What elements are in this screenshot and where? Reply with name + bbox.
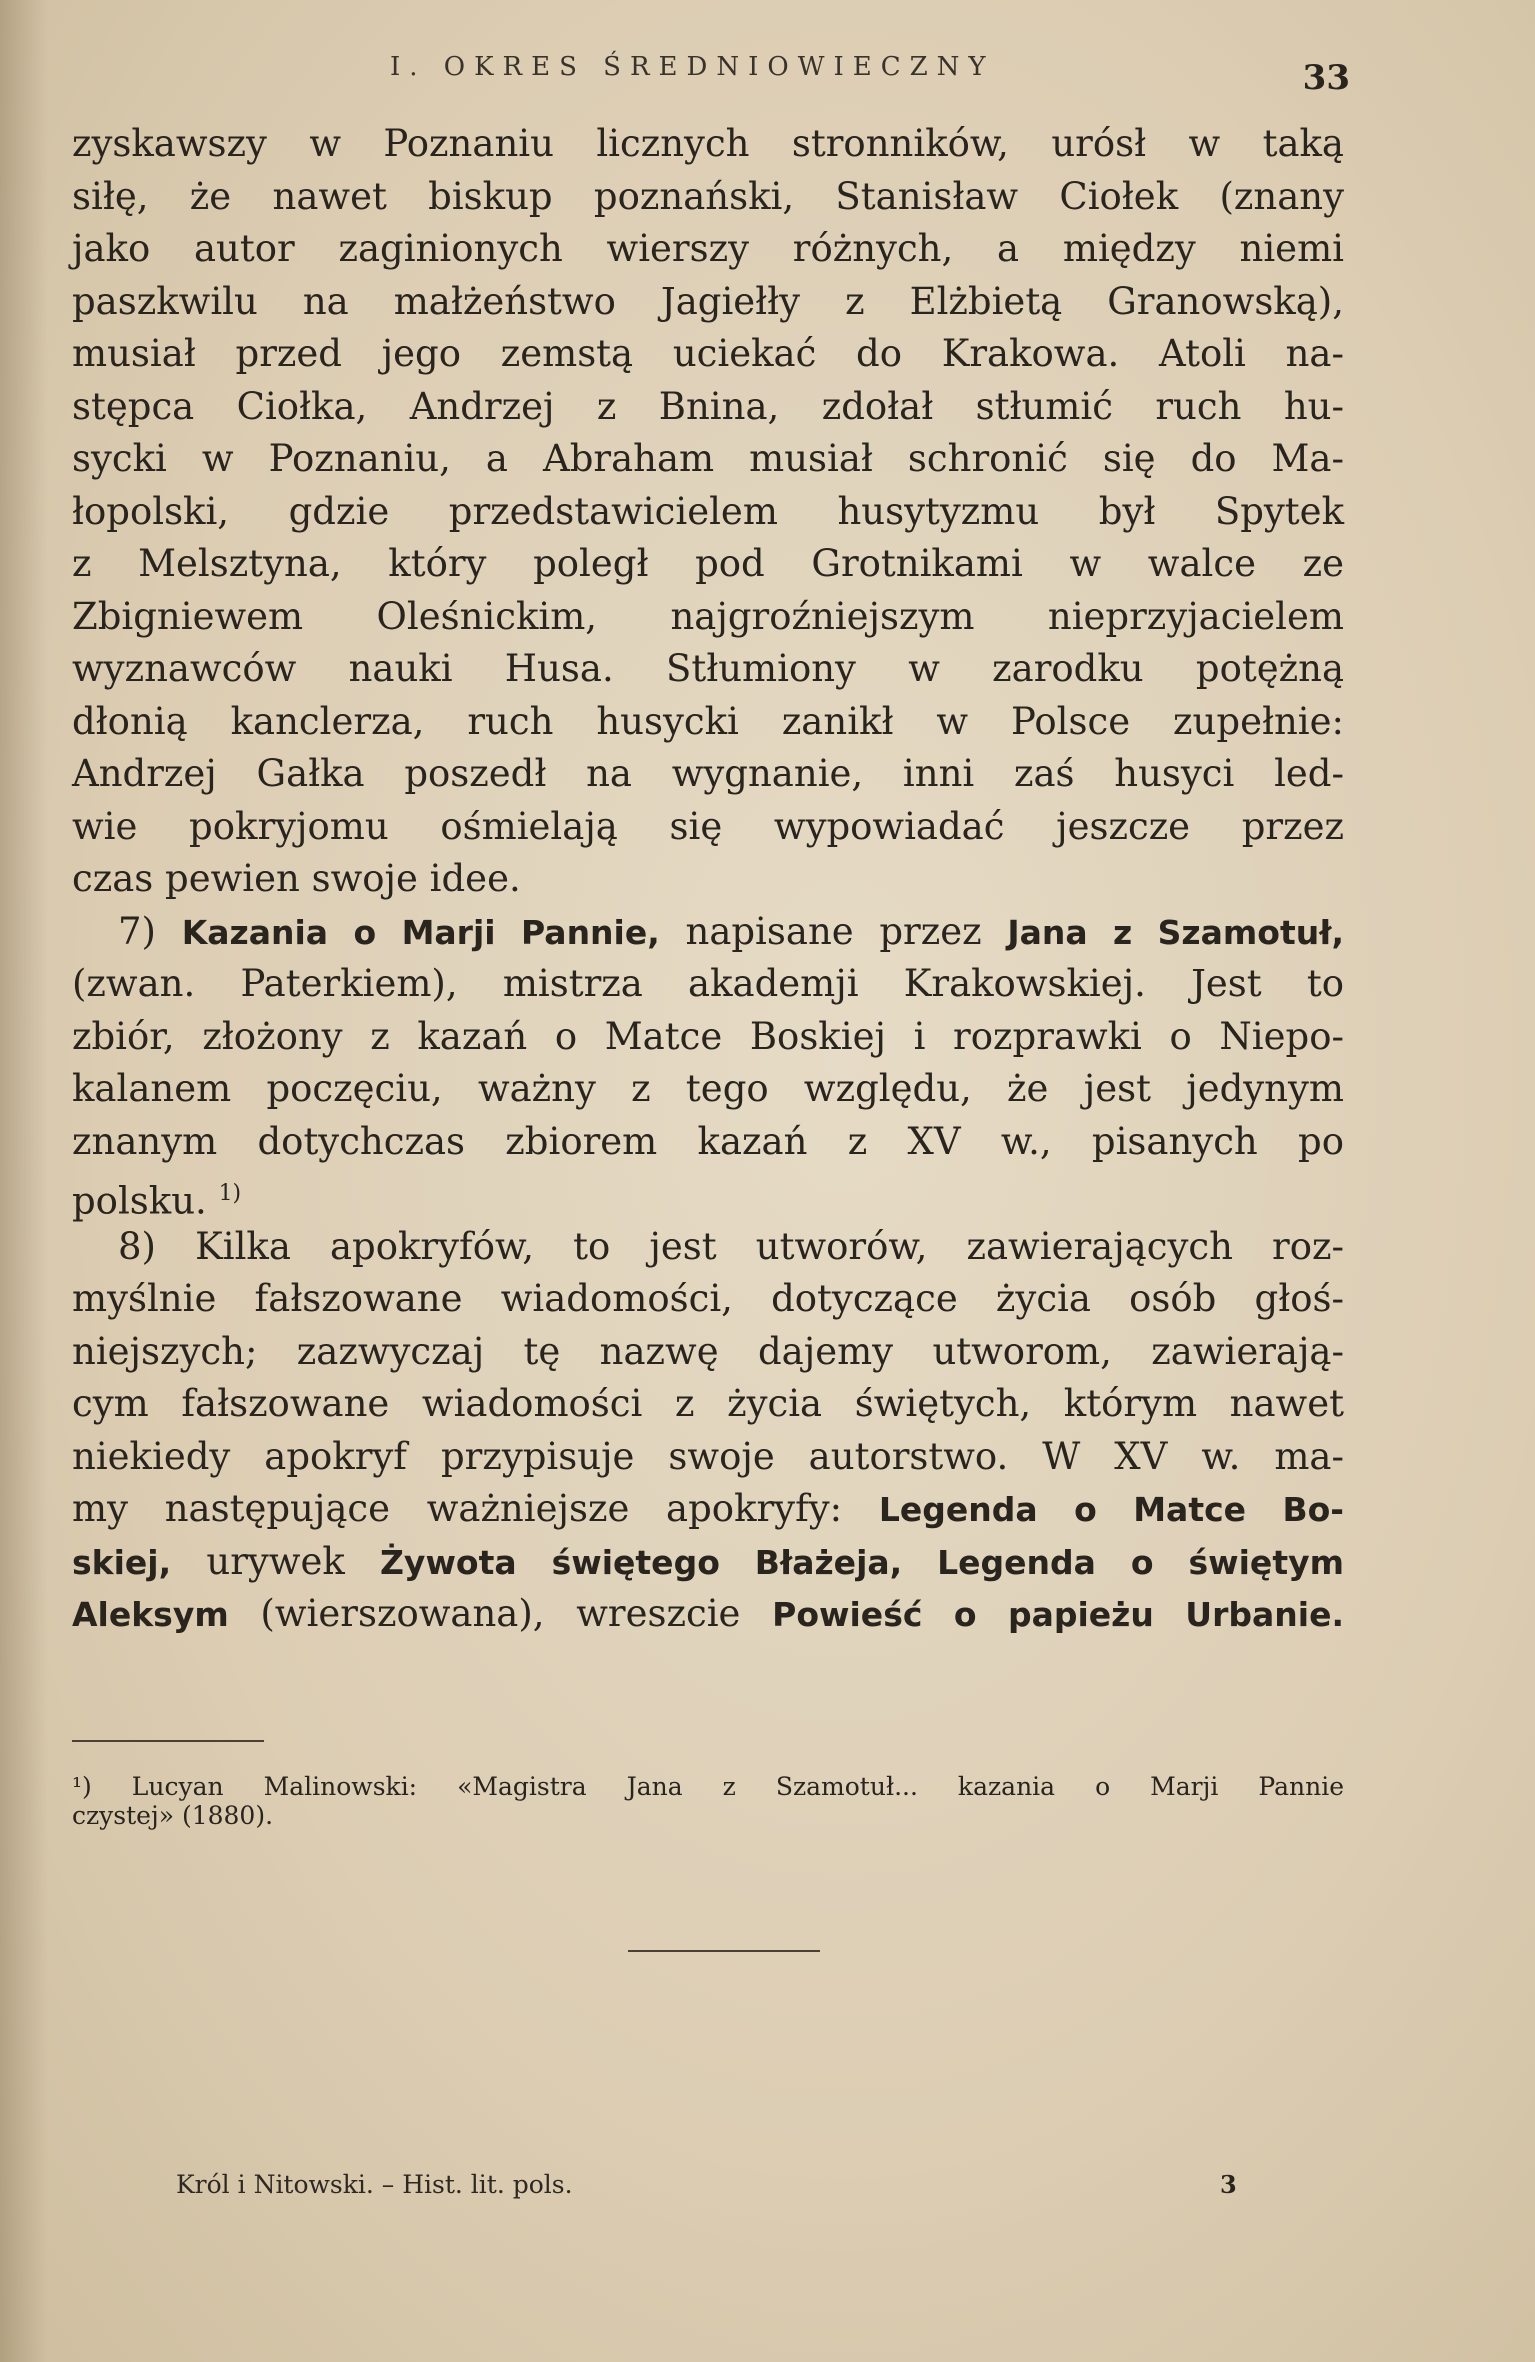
text-line: znanym dotychczas zbiorem kazań z XV w., pisanych po bbox=[72, 1119, 1344, 1163]
footnote bbox=[72, 1772, 1344, 1830]
text-line: jako autor zaginionych wierszy różnych, a między niemi bbox=[72, 227, 1344, 270]
text-line: (zwan. Paterkiem), mistrza akademji Krakowskiej. Jest to bbox=[72, 962, 1344, 1005]
work-title: Legenda o Matce Bo- bbox=[878, 1490, 1345, 1529]
text-line: 8) Kilka apokryfów, to jest utworów, zawierających roz- bbox=[118, 1224, 1344, 1268]
footnote-line: ¹) Lucyan Malinowski: «Magistra Jana z Szamotuł... kazania o Marji Pannie bbox=[72, 1772, 1344, 1801]
paragraph-husites bbox=[72, 118, 1344, 906]
body-text bbox=[72, 118, 1344, 1641]
text-line: paszkwilu na małżeństwo Jagiełły z Elżbietą Granowską), bbox=[72, 279, 1344, 323]
text-line: stępca Ciołka, Andrzej z Bnina, zdołał stłumić ruch hu- bbox=[72, 384, 1344, 428]
text-line: wie pokryjomu ośmielają się wypowiadać jeszcze przez bbox=[72, 804, 1344, 848]
item-number: 7) bbox=[118, 909, 156, 953]
text-line: musiał przed jego zemstą uciekać do Krakowa. Atoli na- bbox=[72, 332, 1344, 375]
work-title: Żywota świętego Błażeja, Legenda o świętym bbox=[380, 1542, 1344, 1582]
sheet-number: 3 bbox=[1220, 2170, 1237, 2199]
text-line bbox=[72, 1168, 1344, 1221]
text-line: sycki w Poznaniu, a Abraham musiał schronić się do Ma- bbox=[72, 437, 1344, 480]
text-line: niejszych; zazwyczaj tę nazwę dajemy utworom, zawierają- bbox=[72, 1329, 1344, 1373]
text-line: niekiedy apokryf przypisuje swoje autorstwo. W XV w. ma- bbox=[72, 1434, 1344, 1478]
text-fragment: napisane przez bbox=[659, 909, 1008, 953]
printer-signature: Król i Nitowski. – Hist. lit. pols. bbox=[176, 2170, 573, 2199]
text-line bbox=[72, 1536, 1344, 1589]
footnote-line: czystej» (1880). bbox=[72, 1801, 274, 1830]
text-line: kalanem poczęciu, ważny z tego względu, że jest jedynym bbox=[72, 1067, 1344, 1110]
work-title: Powieść o papieżu Urbanie. bbox=[772, 1595, 1344, 1634]
paragraph-apocrypha bbox=[72, 1221, 1344, 1641]
work-title: skiej, bbox=[72, 1542, 172, 1582]
text-line: Zbigniewem Oleśnickim, najgroźniejszym nieprzyjacielem bbox=[72, 594, 1344, 638]
work-title: Kazania o Marji Pannie, bbox=[181, 912, 660, 952]
text-line: cym fałszowane wiadomości z życia świętych, którym nawet bbox=[72, 1382, 1344, 1425]
text-fragment: urywek bbox=[171, 1539, 380, 1583]
text-line: wyznawców nauki Husa. Stłumiony w zarodku potężną bbox=[72, 647, 1344, 690]
text-fragment: (wierszowana), wreszcie bbox=[228, 1592, 773, 1635]
text-line: myślnie fałszowane wiadomości, dotyczące życia osób głoś- bbox=[72, 1277, 1344, 1320]
footnote-divider bbox=[72, 1740, 264, 1742]
work-title: Aleksym bbox=[72, 1595, 229, 1634]
footnote-reference: 1) bbox=[218, 1181, 242, 1206]
page-gutter-shadow bbox=[0, 0, 48, 2362]
section-end-rule bbox=[628, 1950, 820, 1952]
page-header bbox=[70, 52, 1350, 102]
text-fragment: my następujące ważniejsze apokryfy: bbox=[72, 1487, 879, 1530]
text-line: Andrzej Gałka poszedł na wygnanie, inni zaś husyci led- bbox=[72, 752, 1344, 795]
text-fragment: polsku. bbox=[72, 1179, 207, 1223]
text-line: zyskawszy w Poznaniu licznych stronników, urósł w taką bbox=[72, 122, 1344, 165]
text-line: zbiór, złożony z kazań o Matce Boskiej i rozprawki o Niepo- bbox=[72, 1014, 1344, 1058]
text-line: łopolski, gdzie przedstawicielem husytyzmu był Spytek bbox=[72, 489, 1344, 533]
running-head: I. OKRES ŚREDNIOWIECZNY bbox=[390, 52, 995, 82]
text-line: dłonią kanclerza, ruch husycki zanikł w Polsce zupełnie: bbox=[72, 699, 1344, 743]
paragraph-sermons bbox=[72, 906, 1344, 1221]
text-line: czas pewien swoje idee. bbox=[72, 857, 521, 900]
text-line: z Melsztyna, który poległ pod Grotnikami w walce ze bbox=[72, 542, 1344, 585]
text-line bbox=[72, 1588, 1344, 1641]
text-line: siłę, że nawet biskup poznański, Stanisław Ciołek (znany bbox=[72, 174, 1344, 218]
text-line bbox=[72, 906, 1344, 959]
page-number: 33 bbox=[1302, 58, 1350, 98]
text-line bbox=[72, 1483, 1344, 1536]
author-name: Jana z Szamotuł, bbox=[1007, 912, 1345, 952]
